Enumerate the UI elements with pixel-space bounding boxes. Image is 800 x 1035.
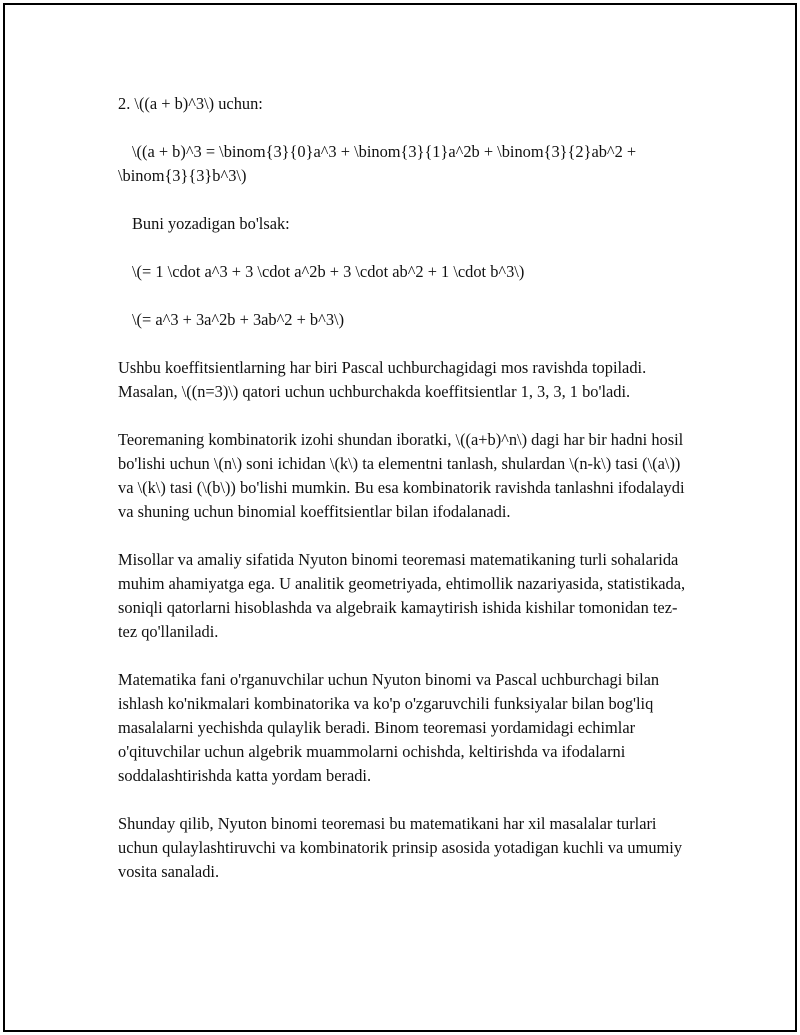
list-item-heading: 2. \((a + b)^3\) uchun: (118, 94, 263, 113)
formula-binomial-expansion: \((a + b)^3 = \binom{3}{0}a^3 + \binom{3}{1}a^2b + \binom{3}{2}ab^2 + \binom{3}{3}b^3\) (118, 142, 637, 185)
paragraph-combinatorial-meaning: Teoremaning kombinatorik izohi shundan iboratki, \((a+b)^n\) dagi har bir hadni hosil bo'lishi uchun \(n\) soni ichidan \(k\) ta elementni tanlash, shulardan \(n-k\) tasi (\(a\)) va \(k\) tasi (\(b\)) bo'lishi mumkin. Bu esa kombinatorik ravishda tanlashni ifodalaydi va shuning uchun binomial koeffitsientlar bilan ifodalanadi. (118, 430, 685, 521)
formula-intro-text: Buni yozadigan bo'lsak: (132, 214, 290, 233)
paragraph-learning-benefits: Matematika fani o'rganuvchilar uchun Nyuton binomi va Pascal uchburchagi bilan ishlash ko'nikmalari kombinatorika va ko'p o'zgaruvchili funksiyalar bilan bog'liq masalalarni yechishda qulaylik beradi. Binom teoremasi yordamidagi echimlar o'qituvchilar uchun algebrik muammolarni ochishda, keltirishda va ifodalarni soddalashtirishda katta yordam beradi. (118, 670, 660, 785)
formula-coefficients: \(= 1 \cdot a^3 + 3 \cdot a^2b + 3 \cdot ab^2 + 1 \cdot b^3\) (132, 262, 525, 281)
document-body (118, 92, 688, 908)
paragraph-conclusion: Shunday qilib, Nyuton binomi teoremasi bu matematikani har xil masalalar turlari uchun qulaylashtiruvchi va kombinatorik prinsip asosida yotadigan kuchli va umumiy vosita sanaladi. (118, 814, 683, 881)
paragraph-pascal-triangle: Ushbu koeffitsientlarning har biri Pascal uchburchagidagi mos ravishda topiladi. Masalan, \((n=3)\) qatori uchun uchburchakda koeffitsientlar 1, 3, 3, 1 bo'ladi. (118, 358, 647, 401)
formula-simplified: \(= a^3 + 3a^2b + 3ab^2 + b^3\) (132, 310, 345, 329)
paragraph-applications: Misollar va amaliy sifatida Nyuton binomi teoremasi matematikaning turli sohalarida muhim ahamiyatga ega. U analitik geometriyada, ehtimollik nazariyasida, statistikada, soniqli qatorlarni hisoblashda va algebraik kamaytirish ishida kishilar tomonidan tez-tez qo'llaniladi. (118, 550, 686, 641)
